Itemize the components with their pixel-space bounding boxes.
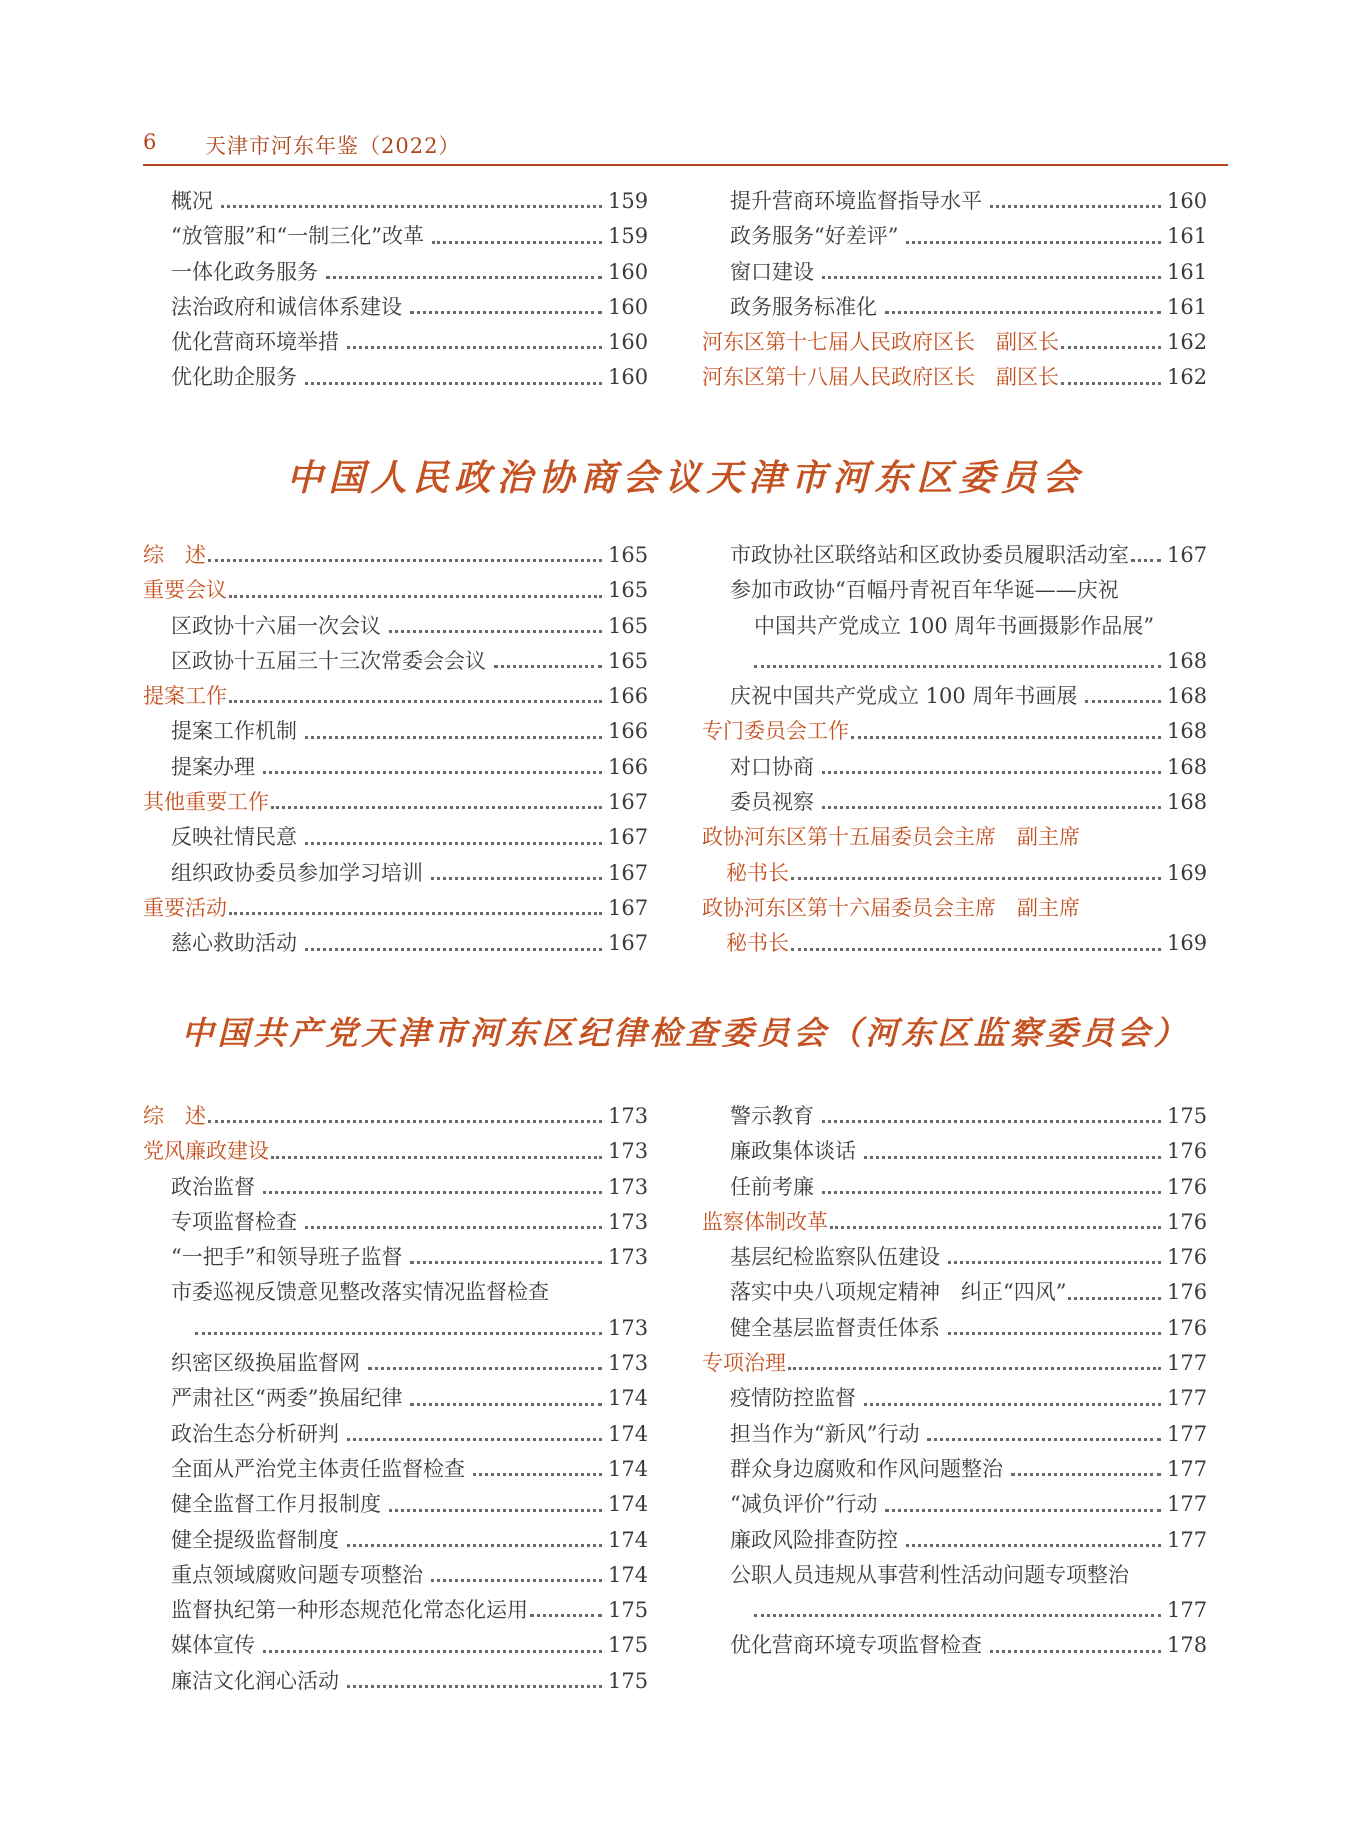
toc-entry[interactable]: 概况 159: [171, 189, 649, 213]
toc-entry[interactable]: 健全提级监督制度 174: [171, 1527, 649, 1552]
toc-entry[interactable]: 公职人员违规从事营利性活动问题专项整治: [730, 1562, 1129, 1587]
toc-heading[interactable]: 专项治理 177: [702, 1351, 1208, 1376]
block1-right-column: [702, 184, 1207, 396]
toc-heading[interactable]: 综 述 173: [143, 1104, 649, 1128]
toc-heading[interactable]: 提案工作 166: [143, 684, 649, 709]
toc-entry[interactable]: “放管服”和“一制三化”改革 159: [171, 224, 649, 249]
toc-entry[interactable]: 织密区级换届监督网 173: [171, 1351, 649, 1376]
toc-heading[interactable]: 政协河东区第十六届委员会主席 副主席: [702, 895, 1080, 920]
toc-entry[interactable]: 警示教育 175: [730, 1104, 1208, 1128]
toc-heading-continued[interactable]: 秘书长 169: [726, 860, 1208, 885]
toc-entry[interactable]: 廉政风险排查防控 177: [730, 1527, 1208, 1552]
toc-entry[interactable]: 健全基层监督责任体系 176: [730, 1315, 1208, 1340]
section-title-cppcc: 中国人民政治协商会议天津市河东区委员会: [286, 457, 1085, 499]
toc-entry-continued[interactable]: 168: [702, 644, 1207, 679]
toc-entry[interactable]: 委员视察 168: [730, 790, 1208, 815]
toc-entry[interactable]: 媒体宣传 175: [171, 1633, 649, 1658]
toc-heading[interactable]: 其他重要工作 167: [143, 790, 649, 815]
toc-entry[interactable]: 优化营商环境举措 160: [171, 330, 649, 355]
toc-entry[interactable]: “一把手”和领导班子监督 173: [171, 1245, 649, 1270]
toc-heading[interactable]: 综 述 165: [143, 543, 649, 567]
toc-heading[interactable]: 河东区第十八届人民政府区长 副区长 162: [702, 365, 1208, 390]
toc-heading[interactable]: 河东区第十七届人民政府区长 副区长 162: [702, 330, 1208, 355]
toc-entry[interactable]: 全面从严治党主体责任监督检查 174: [171, 1456, 649, 1481]
block1-left-column: [143, 184, 648, 396]
toc-entry[interactable]: 区政协十六届一次会议 165: [171, 613, 649, 638]
toc-entry[interactable]: 提案工作机制 166: [171, 719, 649, 744]
toc-heading[interactable]: 党风廉政建设 173: [143, 1139, 649, 1164]
toc-entry[interactable]: 严肃社区“两委”换届纪律 174: [171, 1386, 649, 1411]
toc-heading[interactable]: 监察体制改革 176: [702, 1209, 1208, 1234]
page-header: [143, 128, 1228, 164]
toc-entry[interactable]: 专项监督检查 173: [171, 1209, 649, 1234]
toc-entry[interactable]: 组织政协委员参加学习培训 167: [171, 860, 649, 885]
toc-heading[interactable]: 重要活动 167: [143, 895, 649, 920]
section2-right-column: [702, 538, 1207, 962]
toc-entry[interactable]: 窗口建设 161: [730, 259, 1208, 284]
section2-left-column: [143, 538, 648, 962]
toc-entry[interactable]: 落实中央八项规定精神 纠正“四风” 176: [730, 1280, 1208, 1305]
toc-entry-continued[interactable]: 177: [702, 1593, 1207, 1628]
toc-entry[interactable]: 政治生态分析研判 174: [171, 1421, 649, 1446]
toc-entry[interactable]: 廉洁文化润心活动 175: [171, 1668, 649, 1693]
toc-entry[interactable]: 疫情防控监督 177: [730, 1386, 1208, 1411]
toc-entry[interactable]: 提升营商环境监督指导水平 160: [730, 189, 1208, 213]
toc-entry[interactable]: 群众身边腐败和作风问题整治 177: [730, 1456, 1208, 1481]
toc-entry[interactable]: 区政协十五届三十三次常委会会议 165: [171, 648, 649, 673]
toc-entry[interactable]: 市政协社区联络站和区政协委员履职活动室 167: [730, 543, 1208, 567]
section-title-discipline: 中国共产党天津市河东区纪律检查委员会（河东区监察委员会）: [181, 1014, 1190, 1052]
toc-entry[interactable]: 任前考廉 176: [730, 1174, 1208, 1199]
toc-entry[interactable]: 重点领域腐败问题专项整治 174: [171, 1562, 649, 1587]
toc-entry[interactable]: 优化助企服务 160: [171, 365, 649, 390]
toc-entry[interactable]: 政务服务标准化 161: [730, 294, 1208, 319]
toc-heading[interactable]: 重要会议 165: [143, 578, 649, 603]
toc-entry[interactable]: 对口协商 168: [730, 754, 1208, 779]
toc-entry[interactable]: 市委巡视反馈意见整改落实情况监督检查: [171, 1280, 549, 1305]
toc-entry[interactable]: 一体化政务服务 160: [171, 259, 649, 284]
toc-entry[interactable]: 法治政府和诚信体系建设 160: [171, 294, 649, 319]
page-number: 6: [143, 130, 157, 154]
toc-entry[interactable]: 参加市政协“百幅丹青祝百年华诞——庆祝: [730, 578, 1119, 603]
toc-entry[interactable]: 反映社情民意 167: [171, 825, 649, 850]
header-rule: [143, 164, 1228, 166]
toc-entry[interactable]: 庆祝中国共产党成立 100 周年书画展 168: [730, 684, 1208, 709]
toc-heading-continued[interactable]: 秘书长 169: [726, 931, 1208, 956]
toc-entry[interactable]: 廉政集体谈话 176: [730, 1139, 1208, 1164]
toc-entry[interactable]: 政务服务“好差评” 161: [730, 224, 1208, 249]
toc-entry[interactable]: 慈心救助活动 167: [171, 931, 649, 956]
toc-heading[interactable]: 政协河东区第十五届委员会主席 副主席: [702, 825, 1080, 850]
toc-entry[interactable]: 担当作为“新风”行动 177: [730, 1421, 1208, 1446]
toc-entry[interactable]: 监督执纪第一种形态规范化常态化运用 175: [171, 1598, 649, 1623]
toc-entry[interactable]: 提案办理 166: [171, 754, 649, 779]
toc-heading[interactable]: 专门委员会工作 168: [702, 719, 1208, 744]
toc-entry[interactable]: 健全监督工作月报制度 174: [171, 1492, 649, 1517]
section3-left-column: [143, 1099, 648, 1699]
toc-entry[interactable]: 基层纪检监察队伍建设 176: [730, 1245, 1208, 1270]
toc-entry-continued[interactable]: 173: [143, 1311, 648, 1346]
toc-entry[interactable]: 优化营商环境专项监督检查 178: [730, 1633, 1208, 1658]
toc-entry-continued[interactable]: 中国共产党成立 100 周年书画摄影作品展”: [754, 613, 1155, 638]
toc-entry[interactable]: 政治监督 173: [171, 1174, 649, 1199]
section3-right-column: [702, 1099, 1207, 1664]
toc-entry[interactable]: “减负评价”行动 177: [730, 1492, 1208, 1517]
book-title: 天津市河东年鉴（2022）: [205, 134, 461, 158]
